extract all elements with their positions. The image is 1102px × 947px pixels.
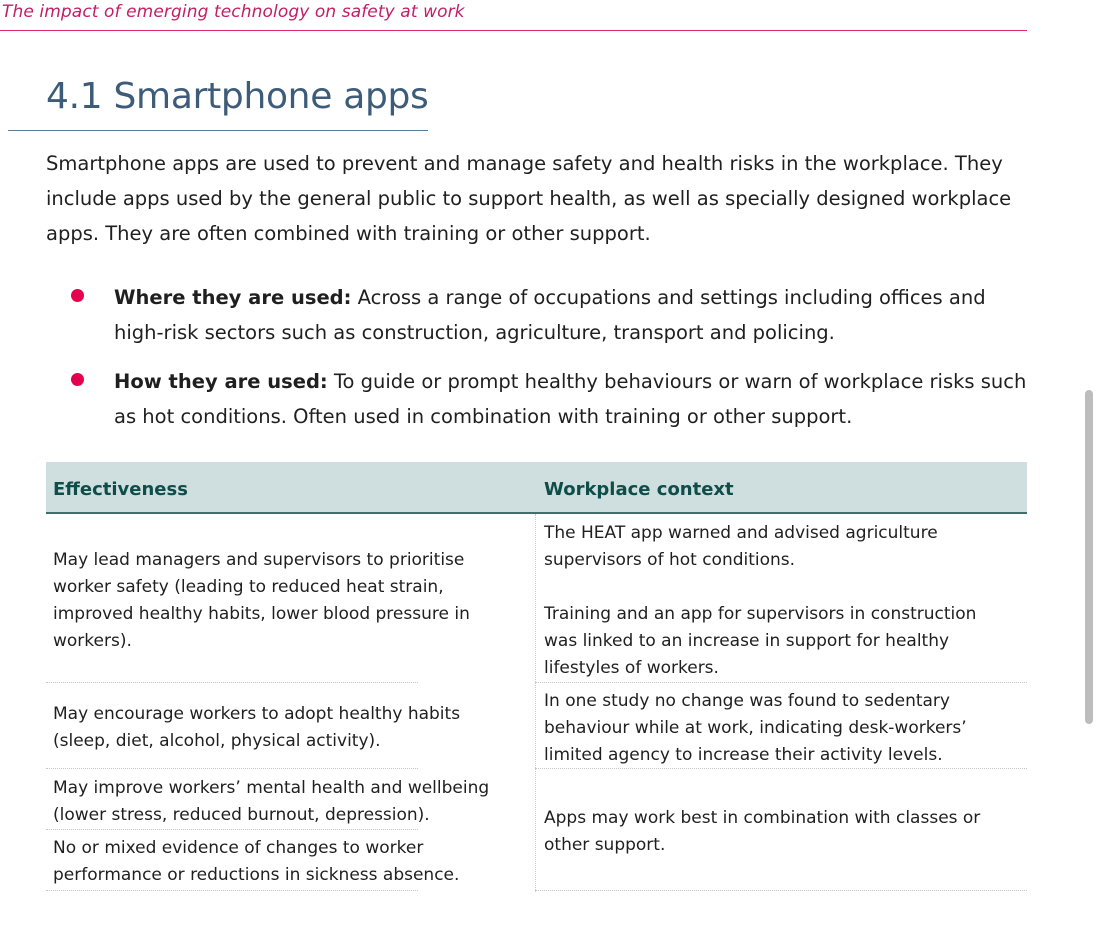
row-divider <box>46 768 418 769</box>
title-underline <box>8 130 428 131</box>
row-divider <box>535 682 1027 683</box>
intro-paragraph: Smartphone apps are used to prevent and manage safety and health risks in the workplace. They include apps used by the general public to support health, as well as specially designed workplace apps. They are often combined with training or other support. <box>46 152 1012 245</box>
bullet-text: Across a range of occupations and settings including offices and high-risk sectors such as construction, agriculture, transport and policing. <box>114 286 986 344</box>
context-cell: Training and an app for supervisors in construction was linked to an increase in support for healthy lifestyles of workers. <box>544 604 977 678</box>
effectiveness-cell: May encourage workers to adopt healthy habits (sleep, diet, alcohol, physical activity). <box>53 704 461 751</box>
effectiveness-cell: May lead managers and supervisors to prioritise worker safety (leading to reduced heat strain, improved healthy habits, lower blood pressure in workers). <box>53 550 470 651</box>
row-divider <box>46 890 418 891</box>
bullet-item-where <box>70 280 1040 350</box>
row-divider <box>46 829 418 830</box>
running-header <box>0 0 1027 31</box>
running-header-text: The impact of emerging technology on safety at work <box>2 2 465 22</box>
table-header-row <box>46 462 1027 514</box>
bullet-label: How they are used: <box>114 370 328 393</box>
row-divider <box>535 890 1027 891</box>
header-effectiveness: Effectiveness <box>53 479 188 500</box>
column-divider <box>535 514 536 892</box>
context-cell: In one study no change was found to sedentary behaviour while at work, indicating desk-workers’ limited agency to increase their activity levels. <box>544 691 967 765</box>
bullet-label: Where they are used: <box>114 286 352 309</box>
row-divider <box>535 768 1027 769</box>
bullet-item-how <box>70 364 1040 434</box>
effectiveness-cell: No or mixed evidence of changes to worker performance or reductions in sickness absence. <box>53 838 460 885</box>
bullet-list <box>70 280 1040 448</box>
evidence-table <box>46 462 1027 892</box>
vertical-scrollbar[interactable] <box>1085 390 1093 724</box>
context-cell: The HEAT app warned and advised agriculture supervisors of hot conditions. <box>544 523 938 570</box>
effectiveness-cell: May improve workers’ mental health and wellbeing (lower stress, reduced burnout, depression). <box>53 778 490 825</box>
context-cell: Apps may work best in combination with classes or other support. <box>544 808 981 855</box>
section-title: 4.1 Smartphone apps <box>46 76 429 117</box>
row-divider <box>46 682 418 683</box>
header-workplace-context: Workplace context <box>544 479 734 500</box>
bullet-text: To guide or prompt healthy behaviours or warn of workplace risks such as hot conditions. Often used in combination with training or other support. <box>114 370 1027 428</box>
bullet-dot-icon <box>71 373 84 386</box>
bullet-dot-icon <box>71 289 84 302</box>
